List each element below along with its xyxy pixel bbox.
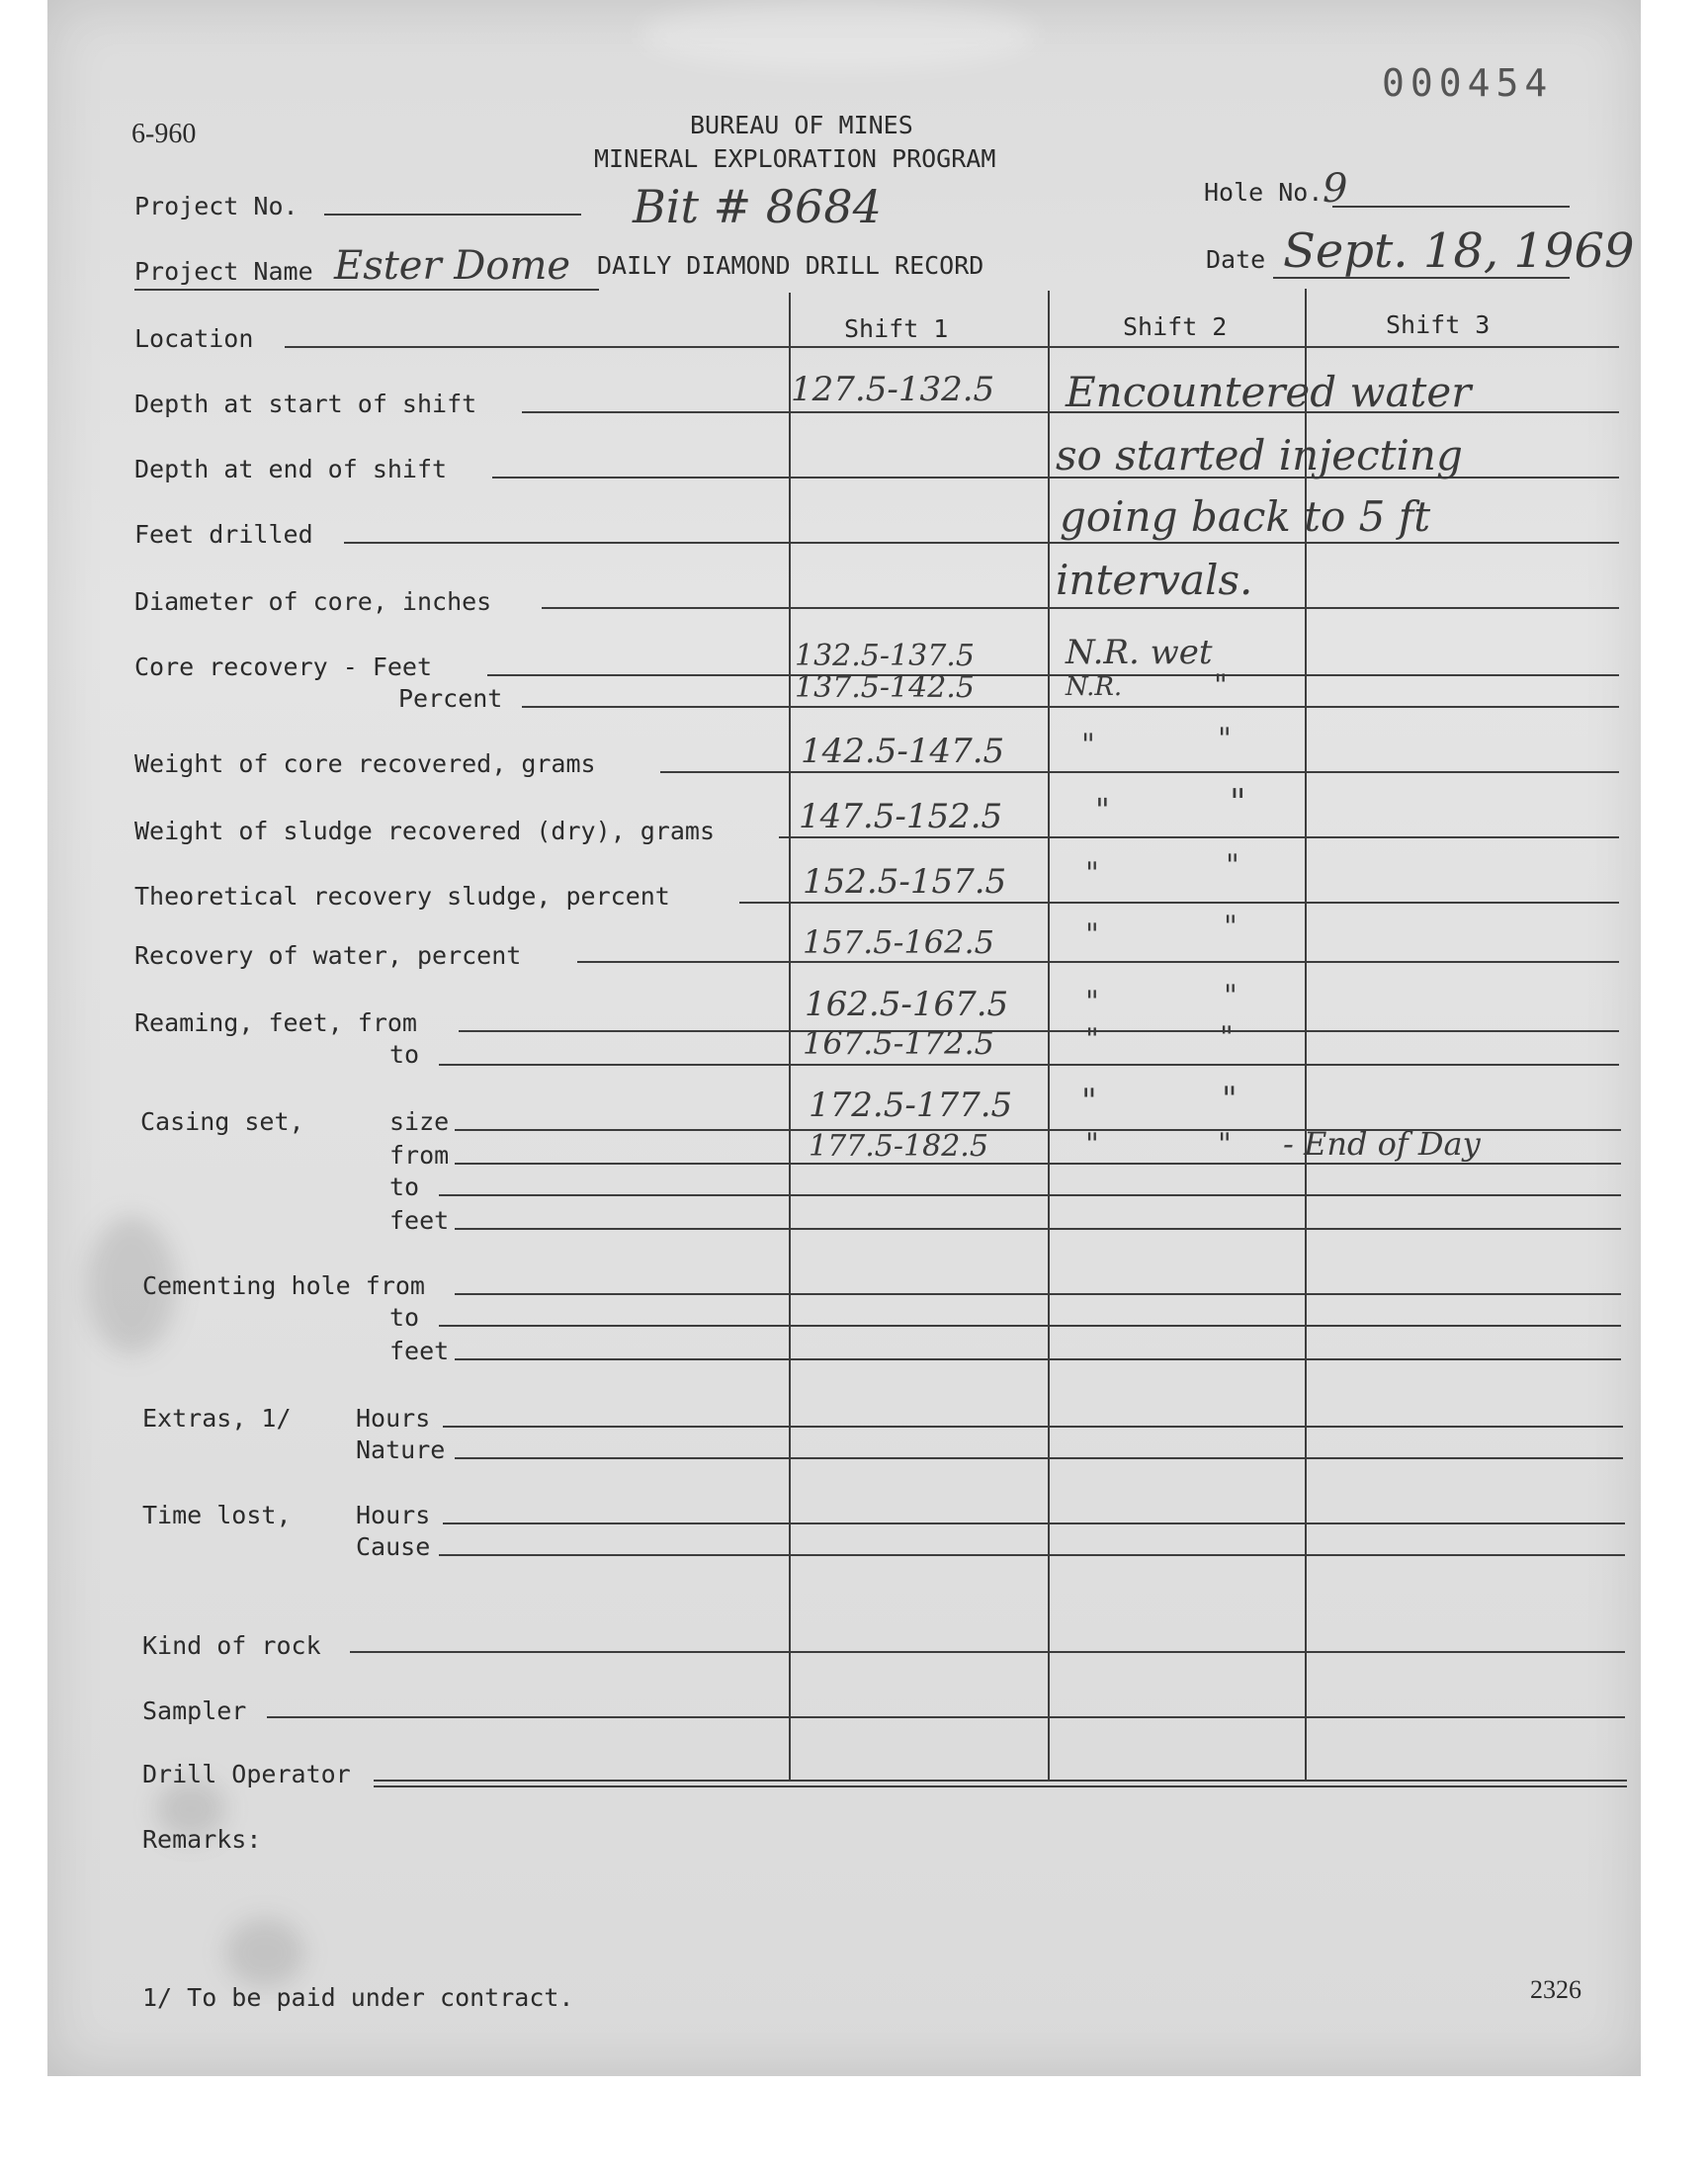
shift1-entry: 152.5-157.5 [803, 862, 1007, 902]
project-no-label: Project No. [134, 192, 299, 220]
row-label-time-hours: Hours [356, 1501, 431, 1529]
row-line [779, 836, 1619, 838]
row-label-weight-sludge: Weight of sludge recovered (dry), grams [134, 817, 715, 845]
row-label-diameter: Diameter of core, inches [134, 587, 492, 616]
hole-no-line [1332, 206, 1570, 208]
project-name-line [134, 289, 599, 291]
smudge [225, 1918, 304, 1987]
row-line [487, 674, 1619, 676]
row-line [439, 1064, 1619, 1066]
shift1-entry: 127.5-132.5 [791, 370, 995, 409]
row-label-depth-end: Depth at end of shift [134, 455, 448, 483]
smudge [640, 0, 1036, 69]
row-label-extras-nature: Nature [356, 1436, 446, 1464]
row-label-depth-start: Depth at start of shift [134, 390, 477, 418]
project-name-label: Project Name [134, 257, 313, 286]
shift2-entry: N.R. wet [1066, 633, 1213, 672]
row-line [660, 771, 1619, 773]
row-label-time-lost: Time lost, [142, 1501, 292, 1529]
row-line [577, 961, 1619, 963]
row-line [439, 1325, 1621, 1327]
row-label-extras: Extras, 1/ [142, 1404, 292, 1433]
shift2-note-line: so started injecting [1056, 431, 1463, 479]
row-label-reaming-to: to [389, 1040, 420, 1069]
row-line [443, 1426, 1623, 1428]
row-line [522, 706, 1619, 708]
shift1-entry: 157.5-162.5 [803, 923, 995, 961]
column-header-shift-3: Shift 3 [1386, 310, 1491, 339]
row-line [344, 542, 1619, 544]
shift1-entry: 147.5-152.5 [799, 797, 1003, 836]
ditto-mark: " [1218, 1127, 1232, 1162]
shift2-note-line: intervals. [1056, 556, 1253, 604]
hole-no-value: 9 [1323, 166, 1348, 212]
row-line [267, 1716, 1625, 1718]
shift1-entry: 137.5-142.5 [795, 670, 975, 705]
footnote: 1/ To be paid under contract. [142, 1983, 574, 2012]
row-line [374, 1780, 1627, 1782]
row-label-cementing: Cementing hole from [142, 1271, 425, 1300]
agency-title: BUREAU OF MINES [690, 111, 913, 139]
ditto-mark: " [1226, 848, 1239, 883]
shift2-entry: N.R. [1066, 672, 1123, 702]
column-divider [789, 293, 791, 1781]
row-line [285, 346, 1619, 348]
ditto-mark: " [1230, 783, 1246, 824]
shift2-entry: " [1085, 917, 1099, 952]
ditto-mark: " [1224, 979, 1238, 1013]
record-title: DAILY DIAMOND DRILL RECORD [597, 251, 984, 280]
hole-no-label: Hole No. [1204, 178, 1324, 207]
row-label-casing-feet: feet [389, 1206, 450, 1235]
shift2-entry: " [1081, 1082, 1097, 1121]
shift2-entry: " [1085, 985, 1099, 1019]
row-line [455, 1163, 1621, 1165]
row-label-cementing-to: to [389, 1303, 420, 1332]
serial-number: 000454 [1382, 61, 1554, 105]
shift2-entry: " [1081, 728, 1095, 762]
row-line [739, 902, 1619, 904]
end-of-day-note: - End of Day [1283, 1125, 1481, 1163]
shift2-note-line: Encountered water [1066, 368, 1472, 416]
row-label-time-cause: Cause [356, 1532, 431, 1561]
project-no-value: Bit # 8684 [633, 180, 882, 233]
row-line [459, 1030, 1619, 1032]
shift2-entry: " [1085, 856, 1099, 891]
row-label-core-recovery: Core recovery - Feet [134, 652, 433, 681]
row-label-casing: Casing set, [140, 1107, 304, 1136]
row-line [542, 607, 1619, 609]
row-line [455, 1457, 1623, 1459]
shift2-note-line: going back to 5 ft [1060, 492, 1431, 541]
ditto-mark: " [1214, 668, 1228, 703]
row-label-casing-from: from [389, 1141, 450, 1170]
row-line [443, 1522, 1625, 1524]
shift1-entry: 162.5-167.5 [805, 985, 1009, 1024]
shift2-entry: " [1095, 791, 1110, 828]
row-label-water: Recovery of water, percent [134, 941, 522, 970]
date-label: Date [1206, 245, 1266, 274]
document-sheet [47, 0, 1641, 2076]
row-label-feet-drilled: Feet drilled [134, 520, 313, 549]
row-label-casing-to: to [389, 1173, 420, 1201]
row-line [455, 1358, 1621, 1360]
shift2-entry: " [1085, 1022, 1099, 1057]
shift1-entry: 142.5-147.5 [801, 732, 1005, 771]
row-label-kind-rock: Kind of rock [142, 1631, 321, 1660]
program-title: MINERAL EXPLORATION PROGRAM [594, 144, 996, 173]
ditto-mark: " [1220, 1020, 1234, 1055]
column-header-shift-1: Shift 1 [844, 314, 949, 343]
page-number: 2326 [1530, 1975, 1581, 2004]
row-label-extras-hours: Hours [356, 1404, 431, 1433]
row-label-reaming: Reaming, feet, from [134, 1008, 417, 1037]
row-line [455, 1228, 1621, 1230]
shift1-entry: 172.5-177.5 [809, 1086, 1013, 1125]
project-name-value: Ester Dome [334, 243, 571, 289]
row-label-location: Location [134, 324, 254, 353]
column-header-shift-2: Shift 2 [1123, 312, 1228, 341]
ditto-mark: " [1218, 722, 1232, 756]
column-divider [1048, 291, 1050, 1781]
shift1-entry: 177.5-182.5 [809, 1129, 988, 1164]
row-label-casing-size: size [389, 1107, 450, 1136]
row-label-percent: Percent [398, 684, 503, 713]
date-value: Sept. 18, 1969 [1283, 223, 1635, 279]
row-label-theoretical: Theoretical recovery sludge, percent [134, 882, 670, 911]
form-number: 6-960 [131, 119, 197, 149]
row-label-weight-core: Weight of core recovered, grams [134, 749, 596, 778]
shift1-entry: 132.5-137.5 [795, 639, 975, 673]
row-line [455, 1293, 1621, 1295]
remarks-label: Remarks: [142, 1825, 262, 1854]
ditto-mark: " [1224, 910, 1238, 944]
row-label-cementing-feet: feet [389, 1337, 450, 1365]
row-label-sampler: Sampler [142, 1696, 247, 1725]
shift1-entry: 167.5-172.5 [803, 1024, 995, 1062]
row-line [439, 1194, 1621, 1196]
project-no-line [324, 214, 581, 216]
row-line [350, 1651, 1625, 1653]
shift2-entry: " [1085, 1127, 1099, 1162]
row-line [439, 1554, 1625, 1556]
double-rule [374, 1785, 1627, 1787]
row-label-drill-operator: Drill Operator [142, 1760, 351, 1788]
ditto-mark: " [1222, 1080, 1238, 1119]
